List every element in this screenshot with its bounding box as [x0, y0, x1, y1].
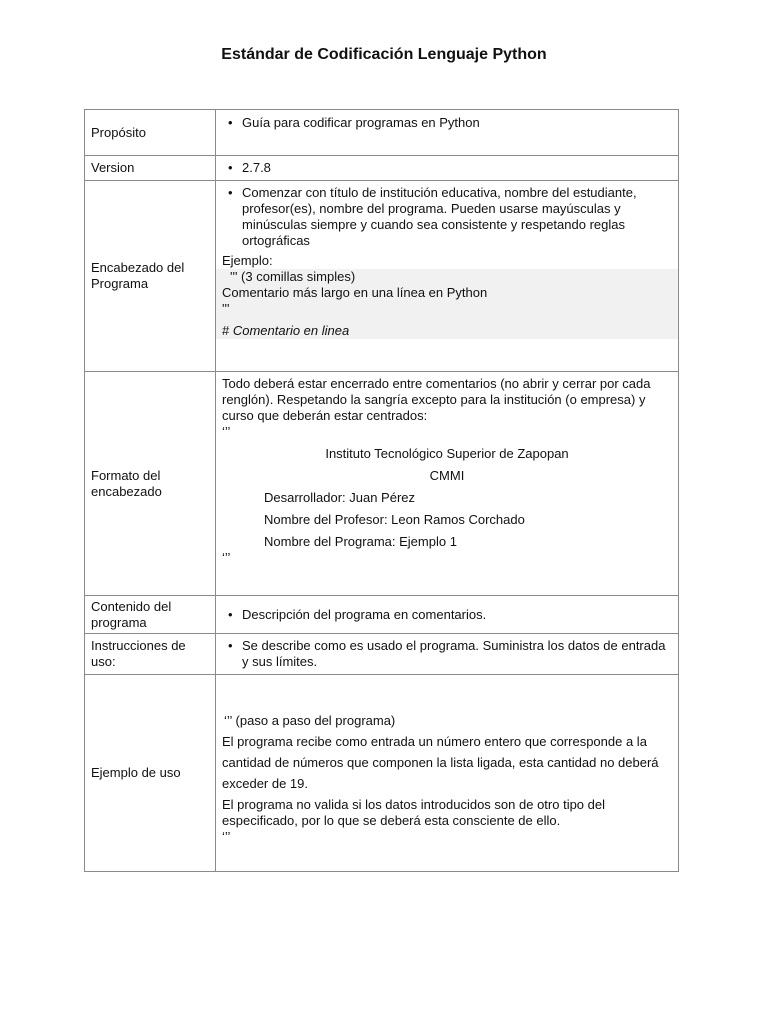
code-line-hash-comment	[222, 317, 672, 339]
formato-profesor: Nombre del Profesor: Leon Ramos Corchado	[264, 512, 525, 527]
bullet-contenido: • Descripción del programa en comentarios.	[242, 607, 672, 623]
row-content-proposito	[216, 110, 679, 156]
table-row-proposito	[85, 110, 679, 156]
code-line-close-quote: '''	[222, 301, 230, 316]
formato-curso: CMMI	[429, 468, 465, 483]
document-title: Estándar de Codificación Lenguaje Python	[221, 46, 547, 63]
code-example-block	[216, 269, 678, 339]
ejemplo-label: Ejemplo:	[222, 253, 273, 268]
formato-open-quote: ‘’’	[222, 424, 231, 439]
row-label-encabezado: Encabezado del Programa	[85, 181, 216, 372]
table-row-instrucciones	[85, 634, 679, 675]
code-line-comment: Comentario más largo en una línea en Python	[222, 285, 488, 300]
formato-close-quote: ‘’’	[222, 550, 231, 565]
bullet-encabezado: • Comenzar con título de institución educativa, nombre del estudiante, profesor(es), nombre del programa. Pueden usarse mayúsculas y minúsculas siempre y cuando sea consistente y respetando reglas ortográficas	[242, 185, 672, 249]
uso-line-1: ‘’’ (paso a paso del programa)	[224, 713, 396, 728]
hash-symbol: #	[222, 323, 230, 338]
inline-comment-text: Comentario en linea	[232, 323, 350, 338]
table-row-formato	[85, 372, 679, 596]
bullet-version: • 2.7.8	[242, 160, 672, 176]
row-content-instrucciones	[216, 634, 679, 675]
formato-desarrollador: Desarrollador: Juan Pérez	[264, 490, 416, 505]
table-row-contenido	[85, 596, 679, 634]
bullet-proposito: • Guía para codificar programas en Python	[242, 115, 672, 131]
uso-line-3: cantidad de números que componen la lista ligada, esta cantidad no deberá	[222, 755, 659, 770]
row-content-ejemplo-uso	[216, 675, 679, 872]
uso-line-6: ‘’’	[222, 829, 231, 844]
standard-table	[84, 109, 679, 872]
code-line-triple-quote: ''' (3 comillas simples)	[230, 269, 356, 284]
formato-institucion: Instituto Tecnológico Superior de Zapopan	[325, 446, 569, 461]
row-label-proposito: Propósito	[85, 110, 216, 156]
uso-line-4: exceder de 19.	[222, 776, 309, 791]
row-content-formato	[216, 372, 679, 596]
row-content-encabezado	[216, 181, 679, 372]
row-content-contenido	[216, 596, 679, 634]
row-label-instrucciones: Instrucciones de uso:	[85, 634, 216, 675]
uso-line-5: El programa no valida si los datos introducidos son de otro tipo del especificado, por lo que se deberá esta consciente de ello.	[222, 797, 605, 828]
row-content-version	[216, 156, 679, 181]
row-label-ejemplo-uso: Ejemplo de uso	[85, 675, 216, 872]
table-row-version	[85, 156, 679, 181]
formato-programa: Nombre del Programa: Ejemplo 1	[264, 534, 457, 549]
bullet-instrucciones: • Se describe como es usado el programa. Suministra los datos de entrada y sus límites.	[242, 638, 672, 670]
uso-line-2: El programa recibe como entrada un número entero que corresponde a la	[222, 734, 647, 749]
row-label-formato: Formato del encabezado	[85, 372, 216, 596]
row-label-contenido: Contenido del programa	[85, 596, 216, 634]
table-row-ejemplo-uso	[85, 675, 679, 872]
formato-intro: Todo deberá estar encerrado entre comentarios (no abrir y cerrar por cada renglón). Respetando la sangría excepto para la institución (o empresa) y curso que deberán estar centrados:	[222, 376, 651, 423]
table-row-encabezado	[85, 181, 679, 372]
row-label-version: Version	[85, 156, 216, 181]
